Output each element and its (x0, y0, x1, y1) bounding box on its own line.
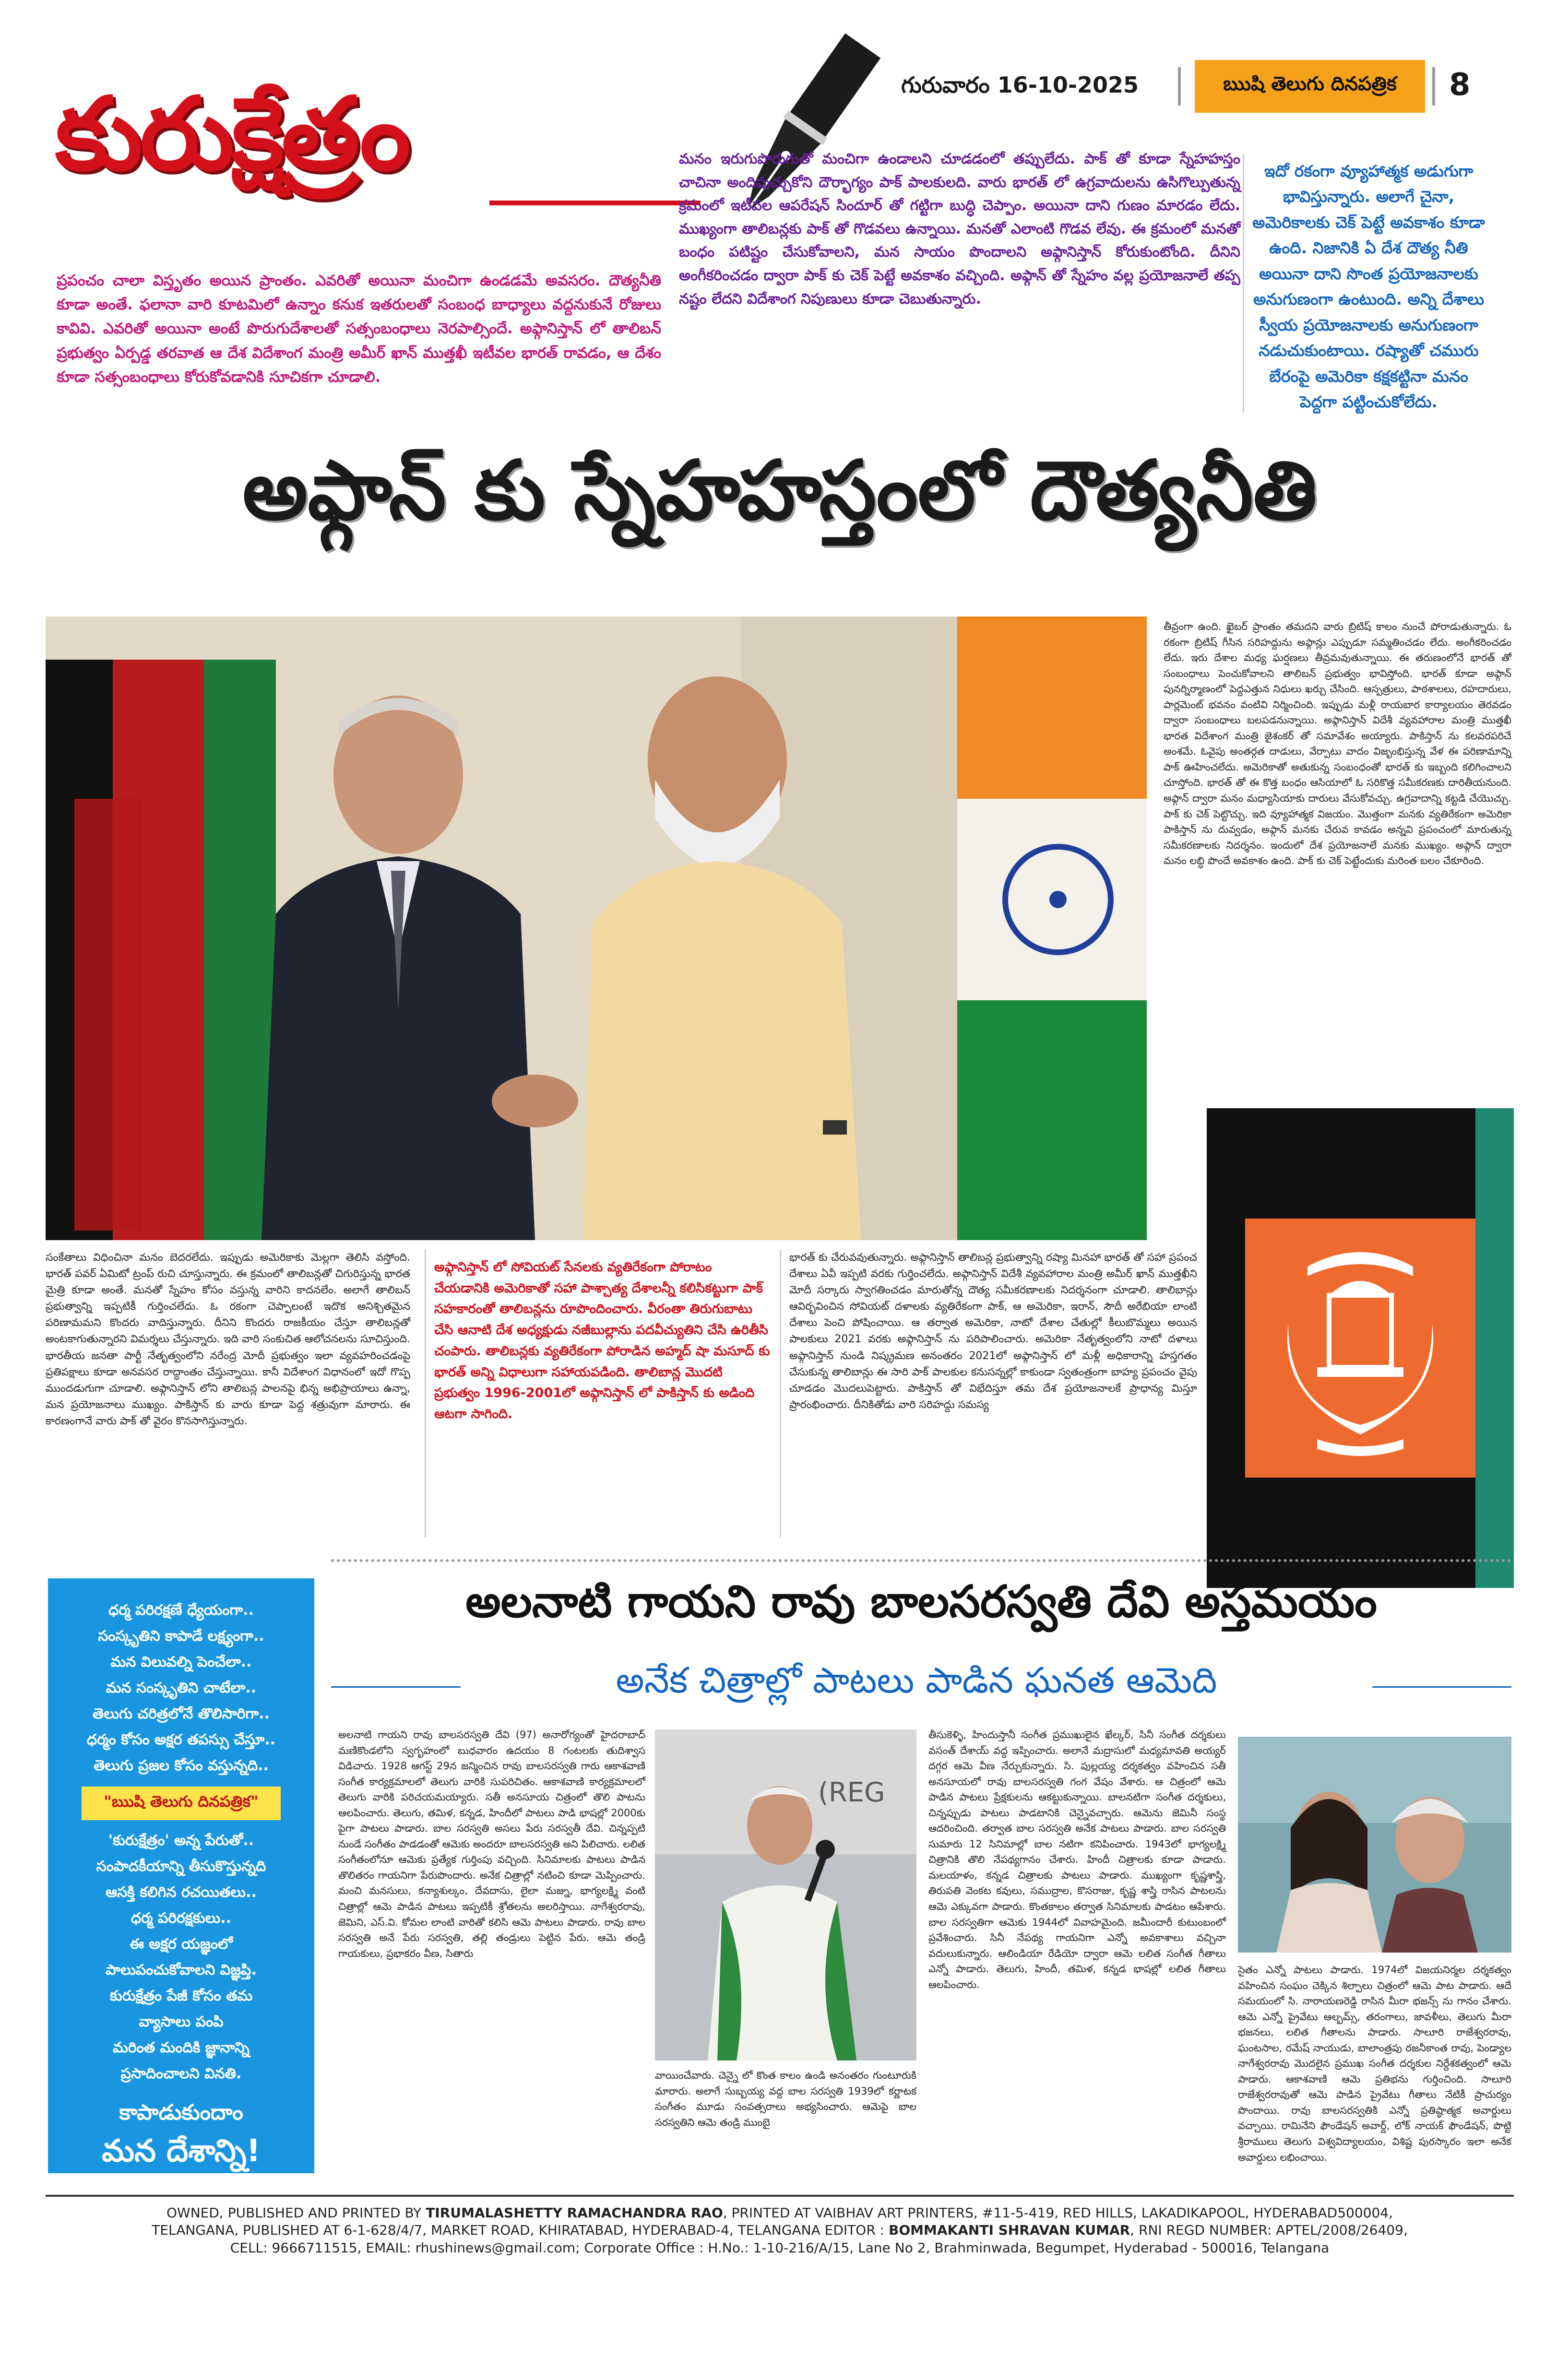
singer-photo (655, 1729, 916, 2060)
footer-rule (46, 2195, 1514, 2197)
sidebar-line: వ్యాసాలు పంపి (139, 2013, 224, 2030)
sidebar-line: మన విలువల్ని పెంచేలా.. (110, 1654, 252, 1670)
sidebar-line: సంస్కృతిని కాపాడే లక్ష్యంగా.. (98, 1628, 264, 1645)
imprint-text: , PRINTED AT VAIBHAV ART PRINTERS, #11-5-419, RED HILLS, LAKADIKAPOOL, HYDERABAD500004, (723, 2205, 1393, 2221)
sidebar-tag: "ఋషి తెలుగు దినపత్రిక" (82, 1787, 281, 1820)
sidebar-line: ఈ అక్షర యజ్ఞంలో (130, 1936, 233, 1953)
issue-date: గురువారం 16-10-2025 (901, 72, 1139, 98)
sidebar-line: ఆసక్తి కలిగిన రచయితలు.. (106, 1884, 257, 1901)
singer-family-photo (1238, 1737, 1511, 1953)
story2-subhead: అనేక చిత్రాల్లో పాటలు పాడిన ఘనత ఆమెది (461, 1660, 1372, 1713)
main-headline: అఫ్గాన్ కు స్నేహహస్తంలో దౌత్యనీతి (242, 443, 1317, 538)
call-for-writers-box (48, 1578, 314, 2209)
section-separator (331, 1559, 1511, 1562)
paper-tag: ఋషి తెలుగు దినపత్రిక (1195, 60, 1425, 113)
imprint-text: OWNED, PUBLISHED AND PRINTED BY (166, 2205, 426, 2221)
intro-left: ప్రపంచం చాలా విస్తృతం అయిన ప్రాంతం. ఎవరితో అయినా మంచిగా ఉండడమే అవసరం. దౌత్యనీతి కూడా అంతే. ఫలానా వారి కూటమిలో ఉన్నాం కనుక ఇతరులతో సంబంధ బాధ్యాలు వద్దనుకునే రోజులు కావివి. ఎవరితో అయినా అంటే పొరుగుదేశాలతో సత్సంబంధాలు నెరపాల్సిందే. అఫ్గానిస్తాన్ లో తాలిబన్ ప్రభుత్వం ఏర్పడ్డ తరవాత ఆ దేశ విదేశాంగ మంత్రి అమీర్ ఖాన్ ముత్తఖీ ఇటీవల భారత్ రావడం, ఆ దేశం కూడా సత్సంబంధాలు కోరుకోవడానికి సూచికగా చూడాలి. (57, 272, 661, 386)
header-divider (1178, 67, 1181, 106)
story2-col-3: తీసుకెళ్ళి, హిందుస్తానీ సంగీత ప్రముఖులైన ఖేల్కర్, సినీ సంగీత దర్శకులు వసంత్ దేశాయ్ వద్ద ఇప్పించారు. అలానే మద్రాసులో మధ్యమావతి అయ్యర్ దగ్గర ఆమె వీణ నేర్చుకున్నారు. సి. పుల్లయ్య దర్శకత్వం వహించిన సతీ అనసూయలో రావు బాలసరస్వతి గంగ వేషం వేశారు. ఆ చిత్రంలో ఆమె పాడిన పాటలు ప్రేక్షకులను ఆకట్టుకున్నాయి. బాలనటిగా సంగీత దర్శకులు, చిన్నప్పుడు పాటలు పాడటానికి చెన్నైవచ్చారు. ఆమెను జెమినీ సంస్థ ఆదరించింది. తర్వాత బాల సరస్వతి అనేక పాటలు పాడారు. బాల సరస్వతి సుమారు 12 సినిమాల్లో బాల నటిగా కనిపించారు. 1943లో భాగ్యలక్ష్మి చిత్రానికి తొలి నేపథ్యగానం చేశారు. హిందీ చిత్రాలకు కూడా పాడారు. మలయాళం, కన్నడ చిత్రాలకు పాటలు పాడారు. ముఖ్యంగా కృష్ణశాస్త్రి, తిరుపతి వెంకట కవులు, సముద్రాల, కొసరాజు, కృష్ణ శాస్త్రి రాసిన పాటలను ఆమె ఎక్కువగా పాడారు. కొంతకాలం తర్వాత సినిమాలకు పాడటం ఆపేశారు. బాల సరస్వతిగా ఆమెకు 1944లో వివాహమైంది. జమీందారీ కుటుంబంలో ప్రవేశించారు. సినీ నేపథ్య గాయనిగా ఎన్నో అవకాశాలు వచ్చినా వదులుకున్నారు. ఆలిండియా రేడియో ద్వారా ఆమె లలిత సంగీత గీతాలు ఎన్నో పాడారు. తెలుగు, హిందీ, తమిళ, కన్నడ భాషల్లో లలిత గీతాలు ఆలపించారు. (928, 1729, 1226, 1990)
sidebar-call: కాపాడుకుందాం (119, 2100, 243, 2125)
sidebar-line: 'కురుక్షేత్రం' అన్న పేరుతో.. (108, 1832, 254, 1849)
header-divider-2 (1432, 67, 1435, 106)
sidebar-line: తెలుగు ప్రజల కోసం వస్తున్నది.. (94, 1757, 269, 1774)
page-number: 8 (1449, 67, 1471, 103)
sidebar-line: కురుక్షేత్రం పేజీ కోసం తమ (109, 1988, 253, 2004)
story2-col-1: అలనాటి గాయని రావు బాలసరస్వతి దేవి (97) అనారోగ్యంతో హైదరాబాద్ మణికొండలోని స్వగృహంలో బుధవారం ఉదయం 8 గంటలకు తుదిశ్వాస విడిచారు. 1928 ఆగస్ట్ 29న జన్మించిన రావు బాలసరస్వతి గారు ఆకాశవాణి సంగీత కార్యక్రమాలలో తెలుగు వారికి సుపరిచితం. ఆకాశవాణి కార్యక్రమాలలో తెలుగు వారికి పరిచయమయ్యారు. సతీ అనసూయ చిత్రంలో తొలి పాటను ఆలపించారు. తెలుగు, తమిళ, కన్నడ, హిందీలో పాటలు పాడి భాషల్లో 2000కు పైగా పాటలు పాడారు. బాల సరస్వతి అసలు పేరు సరస్వతీ దేవి. చిన్నప్పటి నుండే సంగీతం పాడడంతో ఆమెకు అందరూ బాలసరస్వతి అని పిలిచారు. లలిత సంగీతంలోనూ ఆమెకు ప్రత్యేక గుర్తింపు వచ్చింది. సినిమాలకు పాటలు పాడిన తొలితరం గాయనిగా పేరుపొందారు. అనేక చిత్రాల్లో నటించి కూడా మెప్పించారు. మంచి మనసులు, కన్యాశుల్కం, దేవదాసు, లైలా మజ్ను, భాగ్యలక్ష్మి వంటి చిత్రాల్లో ఆమె పాడిన పాటలు ఇప్పటికీ శ్రోతలను అలరిస్తాయి. నాగేశ్వరరావు, జెమిని, ఎస్.వి. కోమల లాంటి వారితో కలిసి ఆమె పాటలు పాడారు. రావు బాల సరస్వతి అనే పేరు సరస్వతి, తల్లి తండ్రులు పెట్టిన పేరు. ఆమె తండ్రి గాయకులు, ప్రభాకరం వీణ, సితారు (338, 1729, 645, 1959)
sidebar-line: ధర్మ పరిరక్షణే ధ్యేయంగా.. (108, 1602, 254, 1619)
sidebar-line: మన సంస్కృతిని చాటేలా.. (106, 1680, 257, 1696)
masthead-underline (489, 201, 701, 205)
sidebar-slogan-2: మన ధర్మాన్ని!! (89, 2173, 273, 2209)
sidebar-line: తెలుగు చరిత్రలోనే తొలిసారిగా.. (93, 1705, 270, 1722)
imprint-editor: BOMMAKANTI SHRAVAN KUMAR (889, 2222, 1130, 2238)
sidebar-line: మరింత మందికి జ్ఞానాన్ని (113, 2039, 250, 2056)
sidebar-line: ధర్మ పరిరక్షకులు.. (131, 1910, 232, 1927)
story2-headline: అలనాటి గాయని రావు బాలసరస్వతి దేవి అస్తమయం (465, 1576, 1377, 1627)
imprint-owner: TIRUMALASHETTY RAMACHANDRA RAO (426, 2205, 723, 2221)
story2-col-2-tail: వాయించేవారు. చెన్నై లో కొంత కాలం ఉండి అనంతరం గుంటూరుకి మారారు. అలాగే సుబ్బయ్య వద్ద బాల సరస్వతి 1939లో కర్ణాటక సంగీతం మూడు సంవత్సరాలు అభ్యసించారు. ఆమెపై బాల సరస్వతిని ఆమె తండ్రి ముంబై (655, 2070, 916, 2128)
sidebar-line: ధర్మం కోసం అక్షర తపస్సు చేస్తూ.. (86, 1731, 276, 1748)
article-divider-2 (780, 1250, 781, 1538)
imprint-footer (46, 2204, 1514, 2276)
sidebar-line: పాలుపంచుకోవాలని విజ్ఞప్తి. (106, 1962, 257, 1978)
sidebar-slogan-1: మన దేశాన్ని! (102, 2133, 261, 2169)
imprint-text: TELANGANA, PUBLISHED AT 6-1-628/4/7, MARKET ROAD, KHIRATABAD, HYDERABAD-4, TELANGANA EDITOR : (152, 2222, 889, 2238)
main-photo (46, 616, 1147, 1240)
sidebar-line: ప్రసాదించాలని వినతి. (120, 2065, 242, 2082)
article-col-1: సంకేతాలు విధించినా మనం బెదరలేదు. ఇప్పుడు అమెరికాకు మెల్లగా తెలిసి వస్తోంది. భారత్ పవర్ ఏమిటో ట్రంప్ రుచి చూస్తున్నారు. ఈ క్రమంలో తాలిబన్లతో చిగురిస్తున్న భారత మైత్రి కూడా అంతే. మనతో స్నేహం కోసం వస్తున్న వారిని కాదనలేం. అలాగే తాలిబన్ ప్రభుత్వాన్ని ఇప్పటికీ గుర్తించలేదు. ఓ రకంగా చెప్పాలంటే ఇదొక అనిశ్చితమైన పరిణామమని కొందరు వాదిస్తున్నారు. దీనిని కొందరు రాజకీయం చేస్తూ తాలిబన్లతో అంటకాగుతున్నారని విమర్శలు చేస్తున్నారు. ఇది వారి సంకుచిత ఆలోచనలను సూచిస్తుంది. భారతీయ జనతా పార్టీ నేతృత్వంలోని నరేంద్ర మోదీ ప్రభుత్వం ఇలా వ్యవహరించడంపై ప్రతిపక్షాలు కూడా అనవసర రాద్ధాంతం చేస్తున్నాయి. కానీ విదేశాంగ విధానంలో ఇదో గొప్ప ముందడుగుగా చూడాలి. అఫ్గానిస్తాన్ లోని తాలిబన్ల పాలనపై భిన్న అభిప్రాయాలు ఉన్నా, మన ప్రయోజనాలు ముఖ్యం. పాకిస్తాన్ కు వారు కూడా పెద్ద శత్రువుగా మారారు. ఈ కారణంగానే వారు పాక్ తో వైరం కొనసాగిస్తున్నారు. (46, 1252, 410, 1427)
article-col-right-top: తీవ్రంగా ఉంది. ఖైబర్ ప్రాంతం తమదని వారు బ్రిటిష్ కాలం నుంచే పోరాడుతున్నారు. ఓ రకంగా బ్రిటిష్ గీసిన సరిహద్దును అఫ్గాన్లు ఎప్పుడూ సమ్మతించడం లేదు. అంగీకరించడం లేదు. ఇరు దేశాల మధ్య ఘర్షణలు తీవ్రమవుతున్నాయి. ఈ తరుణంలోనే భారత్ తో సంబంధాలు పెంచుకోవాలని తాలిబన్ ప్రభుత్వం భావిస్తోంది. భారత్ కూడా అఫ్గాన్ పునర్నిర్మాణంలో పెద్దఎత్తున నిధులు ఖర్చు చేసింది. ఆస్పత్రులు, పాఠశాలలు, రహదారులు, పార్లమెంట్ భవనం వంటివి నిర్మించింది. ఇప్పుడు మళ్లీ రాయబార కార్యాలయం తెరవడం ద్వారా సంబంధాలు బలపడనున్నాయి. అఫ్గానిస్తాన్ విదేశీ వ్యవహారాల మంత్రి ముత్తఖీ భారత విదేశాంగ మంత్రి జైశంకర్ తో సమావేశం అయ్యారు. పాకిస్తాన్ ను కలవరపరిచే అంశమే. ఓవైపు అంతర్గత దాడులు, వేర్పాటు వాదం విజృంభిస్తున్న వేళ ఈ పరిణామాన్ని పాక్ ఊహించలేదు. అమెరికాతో అతుకున్న సంబంధంతో భారత్ కు ఇబ్బంది కలిగించాలని చూస్తోంది. భారత్ తో ఈ కొత్త బంధం ఆసియాలో ఓ సరికొత్త సమీకరణకు దారితీయనుంది. అఫ్గాన్ ద్వారా మనం మధ్యాసియాకు దారులు వేసుకోవచ్చు. ఉగ్రవాదాన్ని కట్టడి చేయొచ్చు. పాక్ కు చెక్ పెట్టొచ్చు. ఇది వ్యూహాత్మక విజయం. మొత్తంగా మనకు వ్యతిరేకంగా అమెరికా పాకిస్తాన్ ను దువ్వడం, అఫ్గాన్ మనకు చేరువ కావడం అన్నవి ప్రపంచంలో మారుతున్న సమీకరణాలకు నిదర్శనం. ఇందులో దేశ ప్రయోజనాలే మనకు ముఖ్యం. అఫ్గాన్ ద్వారా మనం లబ్ధి పొందే అవకాశం ఉంది. పాక్ కు చెక్ పెట్టేందుకు మరింత బలం చేకూరింది. (1164, 621, 1511, 867)
article-divider-1 (425, 1250, 426, 1538)
intro-right: ఇదో రకంగా వ్యూహాత్మక అడుగుగా భావిస్తున్నారు. అలాగే చైనా, అమెరికాలకు చెక్ పెట్టే అవకాశం కూడా ఉంది. నిజానికి ఏ దేశ దౌత్య నీతి అయినా దాని సొంత ప్రయోజనాలకు అనుగుణంగా ఉంటుంది. అన్ని దేశాలు స్వీయ ప్రయోజనాలకు అనుగుణంగా నడుచుకుంటాయి. రష్యాతో చమురు బేరంపై అమెరికా కక్షకట్టినా మనం పెద్దగా పట్టించుకోలేదు. (1252, 162, 1485, 412)
intro-divider (1243, 154, 1244, 413)
article-col-3: భారత్ కు చేరువవుతున్నారు. అఫ్గానిస్తాన్ తాలిబన్ల ప్రభుత్వాన్ని రష్యా మినహా భారత్ తో సహా ప్రపంచ దేశాలు ఏవీ ఇప్పటి వరకు గుర్తించలేదు. అఫ్గానిస్తాన్ విదేశీ వ్యవహారాల మంత్రి అమీర్ ఖాన్ ముత్తఖీని మోదీ సర్కారు స్వాగతించడం మారుతోన్న దౌత్య సమీకరణాలకు నిదర్శనంగా చూడాలి. తాలిబాన్లు ఆవిర్భవించిన సోవియట్ దళాలకు వ్యతిరేకంగా పాక్, ఆ అమెరికా, ఇరాన్, సౌదీ అరేబియా లాంటి దేశాలు పెంచి పోషించాయి. ఆ తర్వాత అమెరికా, నాటో దేశాల చేతుల్లో కీలుబొమ్మలు అయిన పాలకులు 2021 వరకు అఫ్గానిస్తాన్ ను పరిపాలించారు. అమెరికా నేతృత్వంలోని నాటో దళాలు అఫ్గానిస్తాన్ నుండి నిష్క్రమణ అనంతరం 2021లో అఫ్గానిస్తాన్ లో మళ్లీ అధికారాన్ని హస్తగతం చేసుకున్న తాలిబాన్లు ఈ సారి పాక్ పాలకుల కనుసన్నల్లో కాకుండా స్వతంత్రంగా బాహ్య ప్రపంచం వైపు చూడడం మొదలుపెట్టారు. పాకిస్తాన్ తో విభేదిస్తూ తమ దేశ ప్రయోజనాలకే ప్రాధాన్య మిస్తూ ప్రారంభించారు. దీనికితోడు వారి సరిహద్దు సమస్య (789, 1252, 1197, 1411)
imprint-text: , RNI REGD NUMBER: APTEL/2008/26409, (1130, 2222, 1408, 2238)
afghan-flag-image (1207, 1108, 1514, 1588)
intro-middle: మనం ఇరుగుపొరుగుతో మంచిగా ఉండాలని చూడడంలో తప్పులేదు. పాక్ తో కూడా స్నేహహస్తం చాచినా అందిపుచ్చుకోని దౌర్భాగ్యం పాక్ పాలకులది. వారు భారత్ లో ఉగ్రవాదులను ఉసిగొల్పుతున్న క్రమంలో ఇటీవల ఆపరేషన్ సిందూర్ తో గట్టిగా బుద్ధి చెప్పాం. అయినా దాని గుణం మారడం లేదు. ముఖ్యంగా తాలిబన్లకు పాక్ తో గొడవలు ఉన్నాయి. మనతో ఎలాంటి గొడవ లేవు. ఈ క్రమంలో మనతో బంధం పటిష్టం చేసుకోవాలని, మన సాయం పొందాలని అఫ్గానిస్తాన్ కోరుకుంటోంది. దీనిని అంగీకరించడం ద్వారా పాక్ కు చెక్ పెట్టే అవకాశం వచ్చింది. అఫ్గాన్ తో స్నేహం వల్ల ప్రయోజనాలే తప్ప నష్టం లేదని విదేశాంగ నిపుణులు కూడా చెబుతున్నారు. (679, 151, 1240, 308)
imprint-contact: CELL: 9666711515, EMAIL: rhushinews@gmail.com; Corporate Office : H.No.: 1-10-216/A/15, Lane No 2, Brahminwada, Begumpet, Hyderabad - 500016, Telangana (230, 2239, 1330, 2256)
sidebar-line: సంపాదకీయాన్ని తీసుకొస్తున్నది (96, 1858, 266, 1875)
article-pullquote: అఫ్గానిస్తాన్ లో సోవియట్ సేనలకు వ్యతిరేకంగా పోరాటం చేయడానికి అమెరికాతో సహా పాశ్చాత్య దేశాలన్నీ కలిసికట్టుగా పాక్ సహకారంతో తాలిబన్లను రూపొందించారు. వీరంతా తిరుగుబాటు చేసి ఆనాటి దేశ అధ్యక్షుడు నజీబుల్లాను పదవీచ్యుతిని చేసి ఉరితీసి చంపారు. తాలిబన్లకు వ్యతిరేకంగా పోరాడిన అహ్మద్ షా మసూద్ కు భారత్ అన్ని విధాలుగా సహాయపడింది. తాలిబాన్ల మొదటి ప్రభుత్వం 1996-2001లో అఫ్గానిస్తాన్ లో పాకిస్తాన్ కు అడింది ఆటగా సాగింది. (434, 1260, 770, 1422)
masthead-title: కురుక్షేత్రం (55, 75, 408, 193)
story2-col-4: సైతం ఎన్నో పాటలు పాడారు. 1974లో విజయనిర్మల దర్శకత్వం వహించిన సంఘం చెక్కిన శిల్పాలు చిత్రంలో ఆమె పాట పాడారు. ఆదే సమయంలో సి. నారాయణరెడ్డి రాసిన మీరా భజన్స్ ను గానం చేశారు. ఆమె ఎన్నో ప్రైవేటు ఆల్బమ్స్, తరంగాలు, జావళీలు, తెలుగు మీరా భజనలు, లలిత గీతాలను పాడారు. సాలూరి రాజేశ్వరరావు, ఘంటసాల, రమేష్ నాయుడు, బాలాంత్రపు రజనీకాంత రావు, పెండ్యాల నాగేశ్వరరావు మొదలైన ప్రముఖ సంగీత దర్శకుల నిర్దేశకత్వంలో ఆమె పాడారు. ఆకాశవాణి ఆమె ప్రతిభను గుర్తించింది. సాలూరి రాజేశ్వరరావుతో ఆమె పాడిన ప్రైవేటు గీతాలు నేటికీ ప్రాచుర్యం పొందాయి. రావు బాలసరస్వతికి ఎన్నో ప్రతిష్ఠాత్మక అవార్డులు వచ్చాయి. రామినేని ఫౌండేషన్ అవార్డ్, లోక్ నాయక్ ఫౌండేషన్, పొట్టి శ్రీరాములు తెలుగు విశ్వవిద్యాలయం, విశిష్ట పురస్కారం ఇలా అనేక అవార్డులు లభించాయి. (1238, 1964, 1511, 2163)
svg-text:(REG: (REG (818, 1777, 885, 1808)
